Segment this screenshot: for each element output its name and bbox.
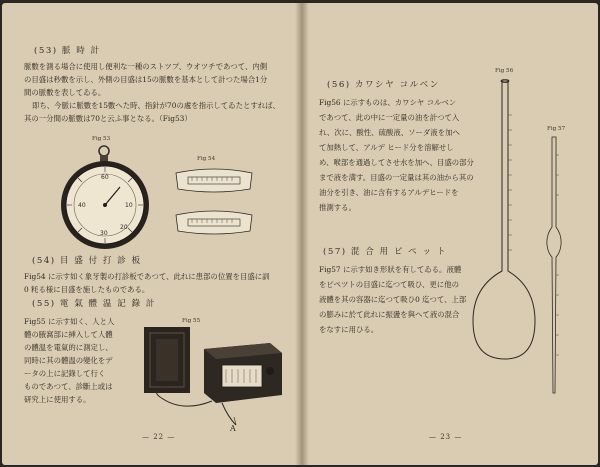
sec56-line-8: 推測する。	[319, 203, 356, 212]
sec56-line-7: 油分を引き、油に含有するアルデヒードを	[319, 188, 459, 197]
sec55-line-2: 體の腋窩部に挿入して人體	[24, 330, 113, 339]
sec53-line-5: 其の一分間の脈數は70と云ふ事となる。（Fig53）	[24, 114, 192, 123]
sec53-heading: (53) 脈 時 計	[34, 46, 101, 56]
sec57-line-2: をピペツトの目盛に迄つて吸ひ、更に他の	[319, 280, 459, 289]
sec53-line-4: 即ち、今脈に脈數を15數へた時、指針が70の處を指示してゐたとすれば、	[32, 101, 280, 110]
sec54-line-1: Fig54 に示す如く象牙製の打診板であつて、此れに患部の位置を目盛に訓	[24, 272, 270, 281]
kolben-flask-figure	[469, 75, 539, 365]
sec56-line-2: であつて、此の中に一定量の油を計つて入	[319, 113, 460, 122]
open-book	[2, 3, 598, 465]
fig57-caption: Fig 57	[547, 126, 566, 132]
stopwatch-number-10: 10	[125, 202, 133, 209]
sec56-line-3: れ、次に、酸性、硫酸液、ソーダ液を加へ	[319, 128, 460, 137]
fig54-caption: Fig 54	[197, 156, 216, 162]
sec56-heading: (56) カワシヤ コルベン	[327, 80, 440, 90]
sec54-heading: (54) 目 盛 付 打 診 板	[32, 256, 142, 266]
right-page	[309, 3, 598, 465]
stopwatch-figure	[58, 143, 154, 251]
thermo-recorder-figure	[142, 321, 284, 433]
sec55-heading: (55) 電 氣 體 温 記 錄 計	[32, 299, 156, 309]
mixing-pipette-figure	[539, 135, 569, 397]
left-page-number: — 22 —	[142, 433, 176, 441]
sec55-line-7: 研究上に使用する。	[24, 395, 91, 404]
fig53-caption: Fig 53	[92, 136, 111, 142]
fig55-caption: Fig 55	[182, 318, 201, 324]
sec53-line-2: の目盛は秒數を示し、外側の目盛は15の脈數を基本として計つた場合1分	[24, 75, 268, 84]
stopwatch-number-20: 20	[120, 224, 128, 231]
sec54-line-2: 0 粍る様に目盛を施したものである。	[24, 285, 150, 294]
sec57-line-4: の膨みに於て此れに振盪を與へて液の混合	[319, 310, 460, 319]
right-page-number: — 23 —	[429, 433, 463, 441]
left-page	[2, 3, 295, 465]
fig55-mark: A	[230, 424, 236, 433]
sec55-line-3: の體温を電氣的に測定し、	[24, 343, 113, 352]
sec56-line-1: Fig56 に示すものは、カワシヤ コルベン	[319, 98, 457, 107]
fig56-caption: Fig 56	[495, 68, 514, 74]
stopwatch-number-30: 30	[100, 230, 108, 237]
sec56-line-5: め、喉部を通過してさせ水を加へ、目盛の部分	[319, 158, 474, 167]
sec57-line-5: をなすに用ひる。	[319, 325, 379, 334]
sec56-line-4: て加熱して、アルデ ヒード分を溶解せし	[319, 143, 454, 152]
sec57-line-3: 液體を其の容器に迄つて吸ひ0 迄つて、上部	[319, 295, 467, 304]
stopwatch-number-60: 60	[101, 174, 109, 181]
sec57-line-1: Fig57 に示す如き形狀を有してゐる。液體	[319, 265, 462, 274]
sec55-line-5: ータの上に記錄して行く	[24, 369, 106, 378]
sec57-heading: (57) 混 合 用 ピ ペ ッ ト	[323, 247, 447, 257]
sec53-line-1: 脈數を測る場合に使用し便利な一種のストツプ、ウオツチであつて、内側	[24, 62, 268, 71]
stopwatch-number-40: 40	[78, 202, 86, 209]
percussion-board-figure	[170, 167, 258, 241]
sec55-line-4: 同時に其の體温の變化をデ	[24, 356, 113, 365]
sec55-line-6: ものであつて、診斷上或は	[24, 382, 113, 391]
book-spine	[295, 3, 309, 465]
sec55-line-1: Fig55 に示す如く、人と人	[24, 317, 115, 326]
sec56-line-6: まで液を満す。目盛の一定量は其の油から其の	[319, 173, 474, 182]
sec53-line-3: 間の脈數を表してゐる。	[24, 88, 106, 97]
